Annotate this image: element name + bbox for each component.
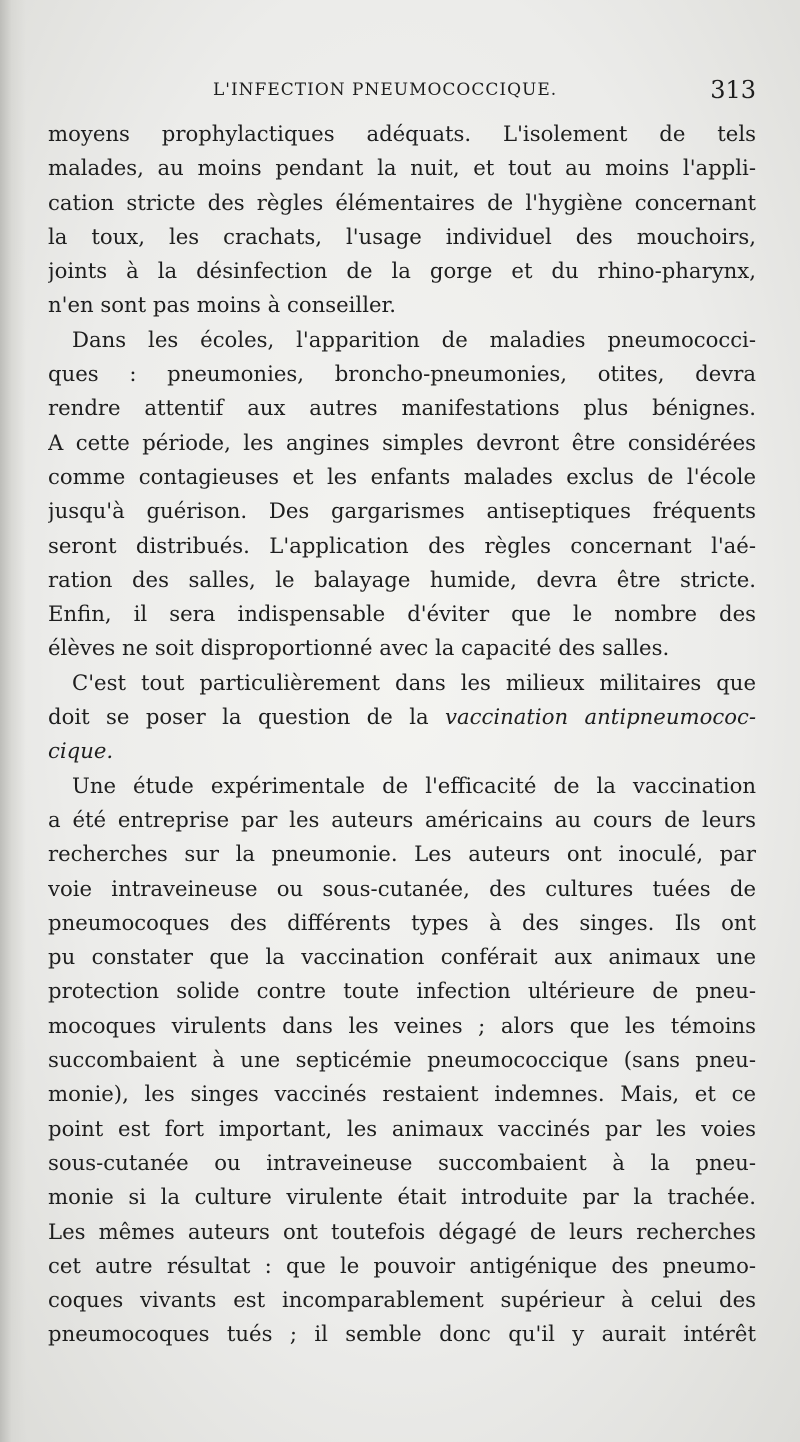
text-line bbox=[48, 1009, 756, 1043]
text-segment: coques vivants est incomparablement supérieur à celui des bbox=[48, 1287, 756, 1313]
text-line bbox=[48, 1249, 756, 1283]
text-line bbox=[48, 872, 756, 906]
text-line bbox=[48, 700, 756, 734]
text-line bbox=[48, 837, 756, 871]
text-segment: mocoques virulents dans les veines ; alors que les témoins bbox=[48, 1012, 756, 1038]
text-segment: voie intraveineuse ou sous-cutanée, des cultures tuées de bbox=[48, 875, 756, 901]
text-segment: jusqu'à guérison. Des gargarismes antiseptiques fréquents bbox=[48, 498, 756, 524]
text-segment: malades, au moins pendant la nuit, et tout au moins l'appli- bbox=[48, 155, 756, 181]
text-segment: ques : pneumonies, broncho-pneumonies, otites, devra bbox=[48, 361, 756, 387]
text-segment: Les mêmes auteurs ont toutefois dégagé de leurs recherches bbox=[48, 1218, 756, 1244]
text-line bbox=[48, 1180, 756, 1214]
text-line bbox=[48, 1283, 756, 1317]
text-line bbox=[48, 357, 756, 391]
text-segment: comme contagieuses et les enfants malades exclus de l'école bbox=[48, 463, 756, 489]
text-segment: monie si la culture virulente était introduite par la trachée. bbox=[48, 1184, 756, 1210]
text-line bbox=[48, 1146, 756, 1180]
text-segment: seront distribués. L'application des règles concernant l'aé- bbox=[48, 532, 756, 558]
text-line bbox=[48, 666, 756, 700]
text-line bbox=[48, 597, 756, 631]
text-line bbox=[48, 1043, 756, 1077]
text-line bbox=[48, 631, 756, 665]
text-line bbox=[48, 391, 756, 425]
text-line bbox=[48, 426, 756, 460]
text-line bbox=[48, 288, 756, 322]
text-segment: a été entreprise par les auteurs américains au cours de leurs bbox=[48, 806, 756, 832]
text-line bbox=[48, 186, 756, 220]
text-segment: cet autre résultat : que le pouvoir antigénique des pneumo- bbox=[48, 1252, 756, 1278]
text-segment: C'est tout particulièrement dans les milieux militaires que bbox=[72, 669, 756, 695]
text-line bbox=[48, 323, 756, 357]
text-line bbox=[48, 1112, 756, 1146]
binding-shadow bbox=[0, 0, 26, 1442]
italic-text-segment: vaccination antipneumococ- bbox=[445, 704, 756, 730]
page-number: 313 bbox=[710, 76, 756, 104]
running-title: L'INFECTION PNEUMOCOCCIQUE. bbox=[213, 80, 558, 100]
text-segment: point est fort important, les animaux vaccinés par les voies bbox=[48, 1115, 756, 1141]
text-segment: Enfin, il sera indispensable d'éviter que le nombre des bbox=[48, 601, 756, 627]
text-line bbox=[48, 734, 756, 768]
text-line bbox=[48, 940, 756, 974]
text-line bbox=[48, 769, 756, 803]
text-segment: doit se poser la question de la bbox=[48, 704, 446, 730]
text-line bbox=[48, 117, 756, 151]
text-segment: succombaient à une septicémie pneumococcique (sans pneu- bbox=[48, 1047, 756, 1073]
text-line bbox=[48, 1077, 756, 1111]
text-segment: Dans les écoles, l'apparition de maladies pneumococci- bbox=[72, 326, 756, 352]
text-line bbox=[48, 906, 756, 940]
text-segment: n'en sont pas moins à conseiller. bbox=[48, 292, 397, 318]
text-line bbox=[48, 254, 756, 288]
text-segment: pneumocoques tués ; il semble donc qu'il y aurait intérêt bbox=[48, 1321, 756, 1347]
text-segment: joints à la désinfection de la gorge et du rhino-pharynx, bbox=[48, 258, 756, 284]
text-segment: recherches sur la pneumonie. Les auteurs ont inoculé, par bbox=[48, 841, 756, 867]
text-segment: sous-cutanée ou intraveineuse succombaient à la pneu- bbox=[48, 1149, 756, 1175]
text-segment: rendre attentif aux autres manifestations plus bénignes. bbox=[48, 395, 756, 421]
text-segment: moyens prophylactiques adéquats. L'isolement de tels bbox=[48, 121, 756, 146]
text-line bbox=[48, 151, 756, 185]
text-segment: cation stricte des règles élémentaires de l'hygiène concernant bbox=[48, 189, 756, 215]
text-line bbox=[48, 1317, 756, 1351]
text-line bbox=[48, 563, 756, 597]
text-line bbox=[48, 494, 756, 528]
text-segment: élèves ne soit disproportionné avec la capacité des salles. bbox=[48, 635, 670, 661]
text-segment: ration des salles, le balayage humide, devra être stricte. bbox=[48, 566, 756, 592]
text-segment: Une étude expérimentale de l'efficacité de la vaccination bbox=[72, 772, 756, 798]
text-segment: la toux, les crachats, l'usage individuel des mouchoirs, bbox=[48, 223, 756, 249]
text-segment: monie), les singes vaccinés restaient indemnes. Mais, et ce bbox=[48, 1081, 756, 1107]
text-segment: protection solide contre toute infection ultérieure de pneu- bbox=[48, 978, 756, 1004]
text-line bbox=[48, 974, 756, 1008]
text-segment: pneumocoques des différents types à des singes. Ils ont bbox=[48, 909, 756, 935]
text-line bbox=[48, 529, 756, 563]
italic-text-segment: cique. bbox=[48, 738, 114, 764]
page-header bbox=[48, 76, 756, 110]
body-text bbox=[48, 117, 756, 1352]
text-line bbox=[48, 220, 756, 254]
text-segment: pu constater que la vaccination conférait aux animaux une bbox=[48, 944, 756, 970]
text-line bbox=[48, 803, 756, 837]
text-line bbox=[48, 1215, 756, 1249]
text-segment: A cette période, les angines simples devront être considérées bbox=[48, 429, 756, 455]
text-line bbox=[48, 460, 756, 494]
